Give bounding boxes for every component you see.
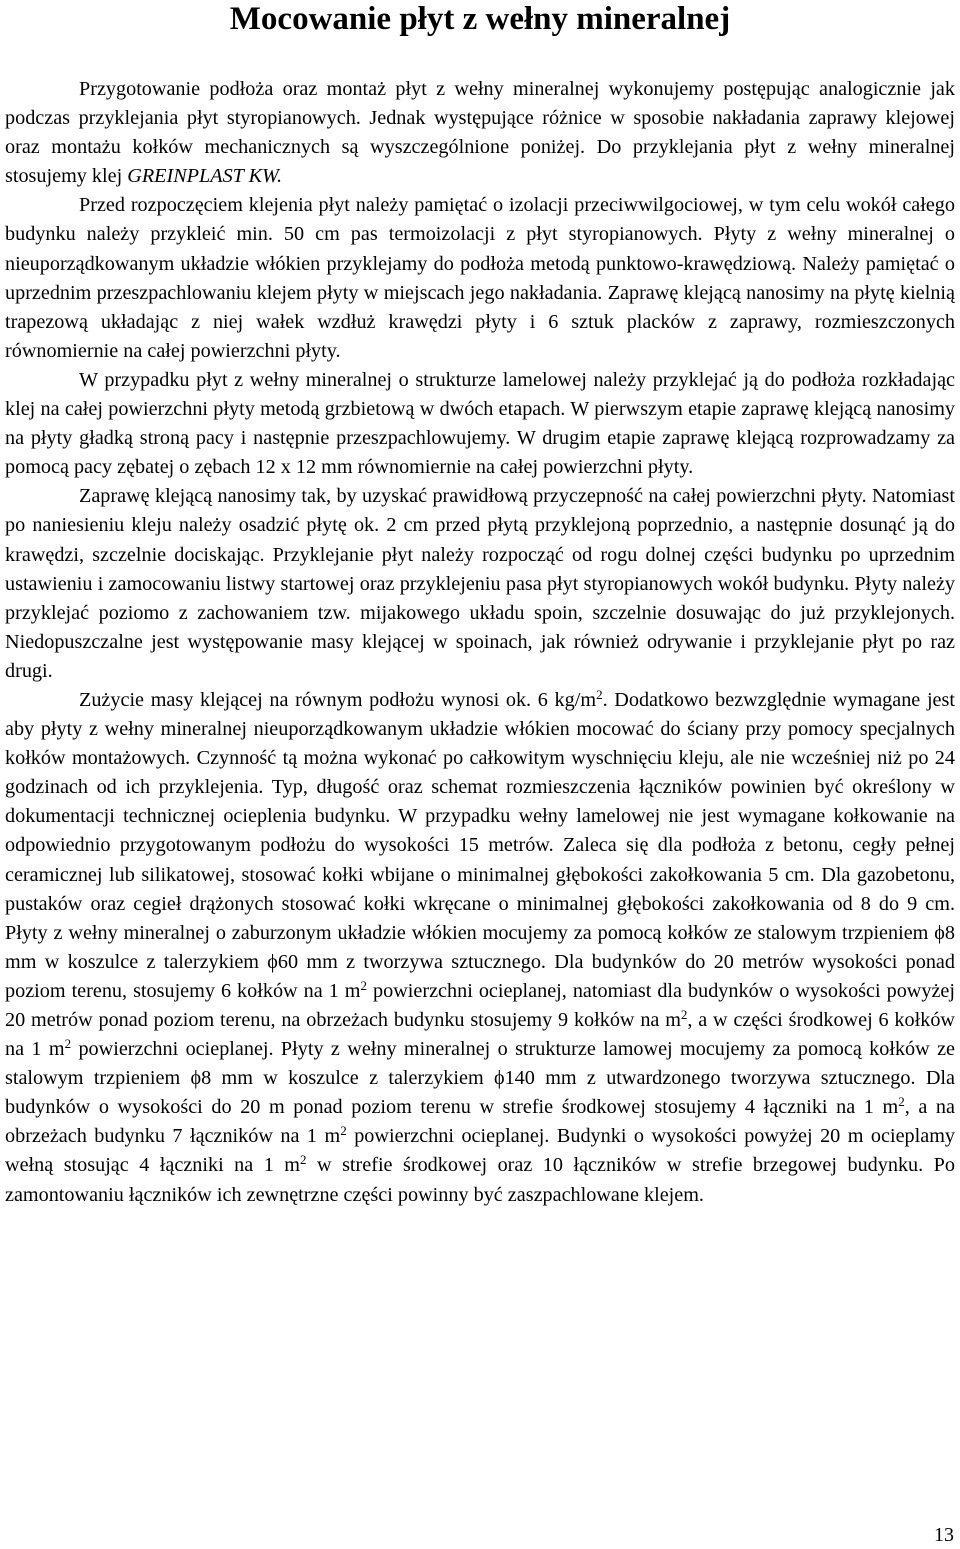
page-title: Mocowanie płyt z wełny mineralnej bbox=[229, 1, 731, 37]
superscript: 2 bbox=[300, 1152, 307, 1168]
superscript: 2 bbox=[360, 977, 368, 993]
text-segment: powierzchni ocieplanej, natomiast dla budynków o wysokości powyżej 20 metrów ponad poziom terenu, na obrzeżach budynku stosujemy 9 kołków na m bbox=[5, 979, 955, 1031]
text-segment: powierzchni ocieplanej. Płyty z wełny mineralnej o strukturze lamowej mocujemy za pomocą kołków ze stalowym trzpieniem ϕ8 mm w koszulce z talerzykiem ϕ140 mm z utwardzonego tworzywa sztucznego. Dla budynków o wysokości do 20 m ponad poziom terenu w strefie środkowej stosujemy 4 łączniki na 1 m bbox=[5, 1038, 955, 1119]
paragraph-application: Zaprawę klejącą nanosimy tak, by uzyskać prawidłową przyczepność na całej powierzchni płyty. Natomiast po naniesieniu kleju należy osadzić płytę ok. 2 cm przed płytą przyklejoną poprzednio, a następnie dosunąć ją do krawędzi, szczelnie dociskając. Przyklejanie płyt należy rozpocząć od rogu dolnej części budynku po uprzednim ustawieniu i zamocowaniu listwy startowej oraz przyklejeniu pasa płyt styropianowych wokół budynku. Płyty należy przyklejać poziomo z zachowaniem tzw. mijakowego układu spoin, szczelnie dosuwając do już przyklejonych. Niedopuszczalne jest występowanie masy klejącej w spoinach, jak również odrywanie i przyklejanie płyt po raz drugi. bbox=[5, 485, 955, 682]
text-segment: Zużycie masy klejącej na równym podłożu wynosi ok. 6 kg/m bbox=[79, 688, 597, 711]
superscript: 2 bbox=[340, 1123, 347, 1139]
paragraph-gluing: Przed rozpoczęciem klejenia płyt należy pamiętać o izolacji przeciwwilgociowej, w tym celu wokół całego budynku należy przykleić min. 50 cm pas termoizolacji z płyt styropianowych. Płyty z wełny mineralnej o nieuporządkowanym układzie włókien przyklejamy do podłoża metodą punktowo-krawędziową. Należy pamiętać o uprzednim przeszpachlowaniu klejem płyty w miejscach jego nakładania. Zaprawę klejącą nanosimy na płytę kielnią trapezową układając z niej wałek wzdłuż krawędzi płyty i 6 sztuk placków z zaprawy, rozmieszczonych równomiernie na całej powierzchni płyty. bbox=[5, 194, 955, 362]
paragraph-intro-text: Przygotowanie podłoża oraz montaż płyt z wełny mineralnej wykonujemy postępując analogicznie jak podczas przyklejania płyt styropianowych. Jednak występujące różnice w sposobie nakładania zaprawy klejowej oraz montażu kołków mechanicznych są wyszczególnione poniżej. Do przyklejania płyt z wełny mineralnej stosujemy klej bbox=[5, 78, 955, 188]
text-segment: , a w części środkowej 6 kołków na 1 m bbox=[5, 1009, 955, 1061]
paragraph-lamella: W przypadku płyt z wełny mineralnej o strukturze lamelowej należy przyklejać ją do podłoża rozkładając klej na całej powierzchni płyty metodą grzbietową w dwóch etapach. W pierwszym etapie zaprawę klejącą nanosimy na płyty gładką stroną pacy i następnie przeszpachlowujemy. W drugim etapie zaprawę klejącą rozprowadzamy za pomocą pacy zębatej o zębach 12 x 12 mm równomiernie na całej powierzchni płyty. bbox=[5, 368, 955, 479]
superscript: 2 bbox=[64, 1036, 72, 1052]
superscript: 2 bbox=[898, 1094, 905, 1110]
paragraph-intro bbox=[5, 75, 955, 191]
text-segment: , a na obrzeżach budynku 7 łączników na 1 m bbox=[5, 1096, 955, 1148]
superscript: 2 bbox=[596, 686, 603, 702]
paragraph-consumption-anchoring bbox=[5, 686, 955, 1210]
text-segment: powierzchni ocieplanej. Budynki o wysokości powyżej 20 m ocieplamy wełną stosując 4 łączniki na 1 m bbox=[5, 1125, 955, 1177]
document-body bbox=[5, 75, 955, 1210]
text-segment: w strefie środkowej oraz 10 łączników w strefie brzegowej budynku. Po zamontowaniu łączników ich zewnętrzne części powinny być zaszpachlowane klejem. bbox=[5, 1154, 955, 1206]
superscript: 2 bbox=[680, 1007, 688, 1022]
product-name: GREINPLAST KW. bbox=[127, 165, 283, 188]
page-number: 13 bbox=[934, 1524, 954, 1546]
text-segment: . Dodatkowo bezwzględnie wymagane jest aby płyty z wełny mineralnej nieuporządkowanym układzie włókien mocować do ściany przy pomocy specjalnych kołków montażowych. Czynność tą można wykonać po całkowitym wyschnięciu kleju, ale nie wcześniej niż po 24 godzinach od ich przyklejenia. Typ, długość oraz schemat rozmieszczenia łączników powinien być określony w dokumentacji technicznej ocieplenia budynku. W przypadku wełny lamelowej nie jest wymagane kołkowanie na odpowiednio przygotowanym podłożu do wysokości 15 metrów. Zaleca się dla podłoża z betonu, cegły pełnej ceramicznej lub silikatowej, stosować kołki wbijane o minimalnej głębokości zakołkowania 5 cm. Dla gazobetonu, pustaków oraz cegieł drążonych stosować kołki wkręcane o minimalnej głębokości zakołkowania od 8 do 9 cm. Płyty z wełny mineralnej o zaburzonym układzie włókien mocujemy za pomocą kołków ze stalowym trzpieniem ϕ8 mm w koszulce z talerzykiem ϕ60 mm z tworzywa sztucznego. Dla budynków do 20 metrów wysokości ponad poziom terenu, stosujemy 6 kołków na 1 m bbox=[5, 688, 955, 1002]
